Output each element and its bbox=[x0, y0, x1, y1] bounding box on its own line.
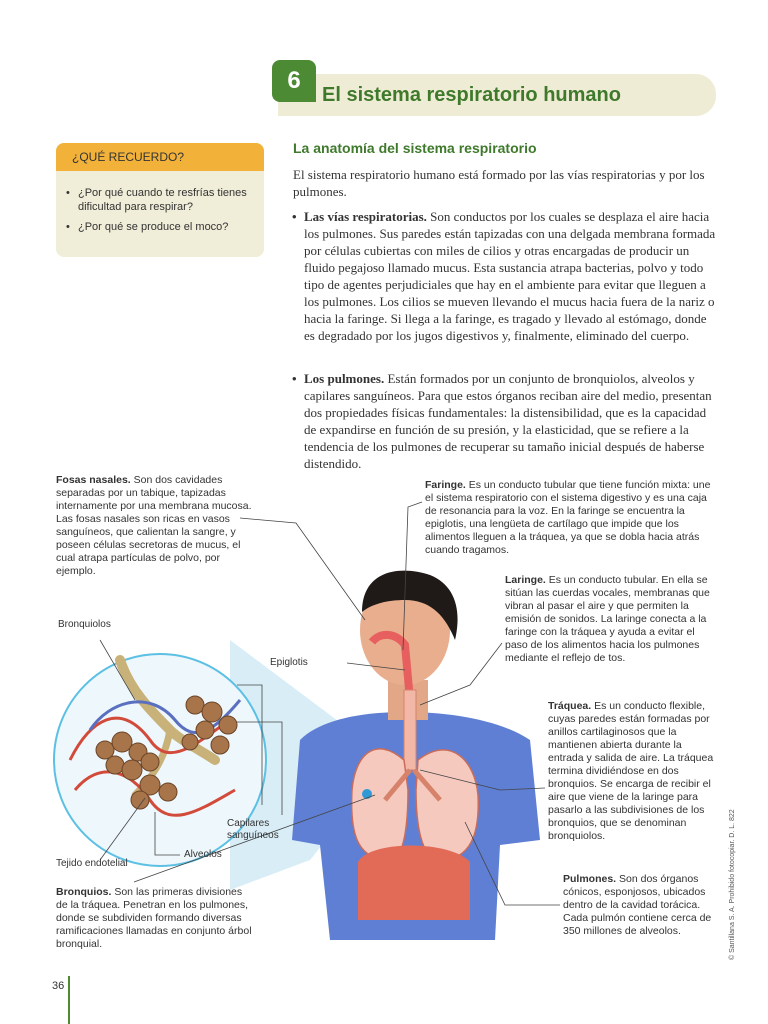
bullet-term: Las vías respiratorias. bbox=[304, 209, 427, 224]
callout-pulmones bbox=[563, 873, 721, 938]
callout-text: Son dos cavidades separadas por un tabique, tapizadas internamente por una membrana mucosa. Las fosas nasales son ricas en vasos sanguíneos, que calientan la sangre, y poseen células secretoras de mucus, el cual atrapa partículas de polvo, por ejemplo. bbox=[56, 474, 252, 577]
callout-term: Fosas nasales. bbox=[56, 474, 131, 486]
callout-traquea bbox=[548, 700, 718, 843]
bullet-dot: • bbox=[292, 371, 297, 386]
label-tejido-endotelial: Tejido endotelial bbox=[56, 858, 128, 869]
page-number: 36 bbox=[52, 980, 65, 992]
callout-text: Es un conducto tubular. En ella se sitúan las cuerdas vocales, membranas que vibran al pasar el aire y que permiten la emisión de sonidos. La laringe conecta a la faringe con la tráquea y ayuda a evitar el paso de los alimentos hacia los pulmones mediante el reflejo de tos. bbox=[505, 574, 710, 664]
bullet-dot: • bbox=[292, 209, 297, 224]
callout-fosas-nasales bbox=[56, 474, 256, 578]
page-margin-rule bbox=[68, 976, 70, 1024]
bullet-term: Los pulmones. bbox=[304, 371, 385, 386]
callout-laringe bbox=[505, 574, 713, 665]
callout-term: Laringe. bbox=[505, 574, 546, 586]
callout-text: Es un conducto tubular que tiene función mixta: une el sistema respiratorio con el sistema digestivo y es una caja de resonancia para la voz. En la faringe se encuentra la epiglotis, una lengüeta de cartílago que impide que los alimentos lleguen a la tráquea, ya que se dobla hacia atrás cuando tragamos. bbox=[425, 479, 711, 556]
label-bronquiolos: Bronquiolos bbox=[58, 619, 111, 630]
callout-term: Pulmones. bbox=[563, 873, 617, 885]
lung-left bbox=[352, 749, 408, 860]
callout-term: Tráquea. bbox=[548, 700, 592, 712]
callout-text: Son dos órganos cónicos, esponjosos, ubicados dentro de la cavidad torácica. Cada pulmón contiene cerca de 350 millones de alveolos. bbox=[563, 873, 712, 937]
label-sanguineos: sanguíneos bbox=[227, 830, 279, 841]
label-capilares: Capilares bbox=[227, 818, 270, 829]
page-title: El sistema respiratorio humano bbox=[322, 84, 621, 106]
recall-title: ¿QUÉ RECUERDO? bbox=[72, 150, 185, 164]
trachea bbox=[404, 690, 416, 770]
lung-right bbox=[416, 750, 478, 860]
bullet-text: Están formados por un conjunto de bronquiolos, alveolos y capilares sanguíneos. Para que estos órganos reciban aire del medio, presentan dos propiedades físicas fundamentales: la distensibilidad, que es la capacidad de expandirse en función de su presión, y la elasticidad, que se refiere a la tendencia de los pulmones de recuperar su tamaño inicial después de haberse distendido. bbox=[304, 371, 712, 471]
section-heading: La anatomía del sistema respiratorio bbox=[293, 140, 537, 156]
bullet-text: Son conductos por los cuales se desplaza el aire hacia los pulmones. Sus paredes están tapizadas con una delgada membrana formada por células cubiertas con miles de cilios y otras encargadas de producir un fluido pegajoso llamado mucus. Esta sustancia atrapa bacterias, polvo y todo tipo de agentes perjudiciales que hay en el ambiente para evitar que lleguen a los pulmones. Los cilios se mueven llevando el mucus hacia fuera de la nariz o hacia la faringe. Si llega a la faringe, es tragado y llevado al estómago, donde es degradado por los jugos digestivos y, finalmente, eliminado del cuerpo. bbox=[304, 209, 716, 343]
callout-faringe bbox=[425, 479, 715, 557]
recall-item: • ¿Por qué cuando te resfrías tienes dificultad para respirar? bbox=[64, 186, 260, 214]
abdominal-organs bbox=[358, 846, 470, 921]
chapter-number-badge: 6 bbox=[272, 60, 316, 102]
recall-item: • ¿Por qué se produce el moco? bbox=[64, 220, 260, 234]
callout-term: Faringe. bbox=[425, 479, 466, 491]
label-epiglotis: Epiglotis bbox=[270, 657, 308, 668]
callout-term: Bronquios. bbox=[56, 886, 112, 898]
copyright-notice: © Santillana S. A. Prohibido fotocopiar. D. L. 822 bbox=[729, 809, 736, 960]
callout-text: Son las primeras divisiones de la tráquea. Penetran en los pulmones, donde se subdividen formando diversas ramificaciones llamadas en conjunto árbol bronquial. bbox=[56, 886, 252, 950]
label-alveolos: Alveolos bbox=[184, 849, 222, 860]
callout-bronquios bbox=[56, 886, 252, 951]
callout-text: Es un conducto flexible, cuyas paredes están formadas por anillos cartilaginosos que la mantienen abierta durante la entrada y salida de aire. La tráquea termina dividiéndose en dos bronquios. Se encarga de recibir el aire que viene de la laringe para pasarlo a las subdivisiones de los bronquios, que se denominan bronquiolos. bbox=[548, 700, 714, 842]
intro-paragraph: El sistema respiratorio humano está formado por las vías respiratorias y por los pulmones. bbox=[293, 167, 705, 199]
